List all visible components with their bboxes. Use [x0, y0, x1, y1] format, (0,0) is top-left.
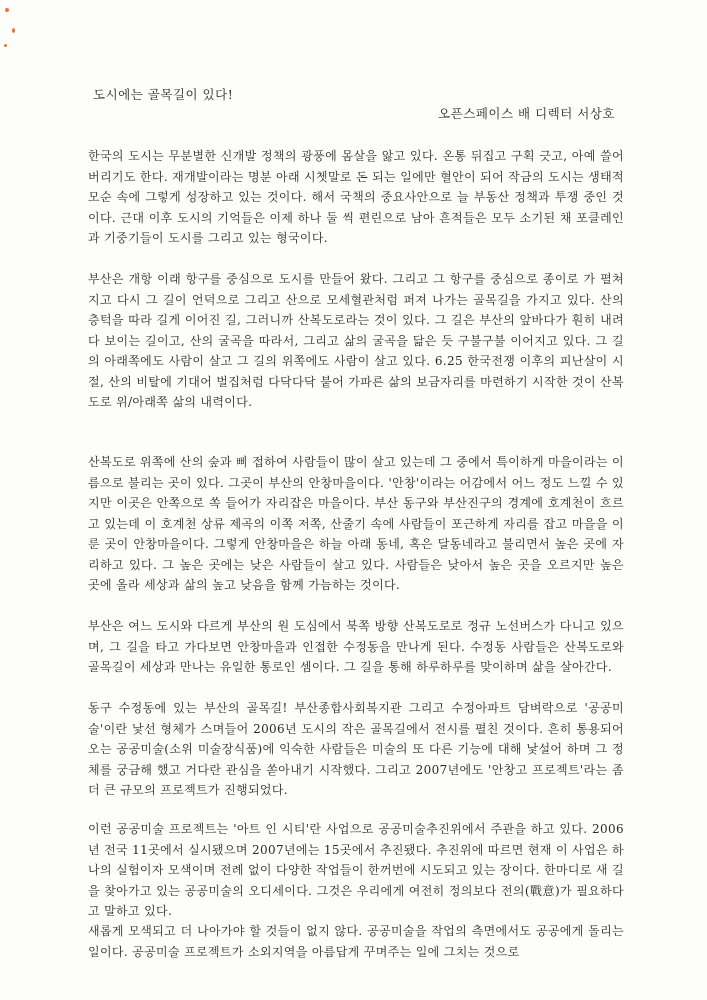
paragraph: 동구 수정동에 있는 부산의 골목길! 부산종합사회복지관 그리고 수정아파트 담벼락으로 '공공미술'이란 낯선 형체가 스며들어 2006년 도시의 작은 골목길에서 전시를 펼친 것이다. 흔히 통용되어 오는 공공미술(소위 미술장식품)에 익숙한 사람들은 미술의 또 다른 기능에 대해 낯설어 하며 그 정체를 궁금해 했고 거다란 관심을 쏟아내기 시작했다. 그리고 2007년에도 '안창고 프로젝트'라는 좀 더 큰 규모의 프로젝트가 진행되었다.	[88, 701, 624, 797]
paragraph: 새롭게 모색되고 더 나아가야 할 것들이 없지 않다. 공공미술을 작업의 측면에서도 공공에게 돌리는 일이다. 공공미술 프로젝트가 소외지역을 아름답게 꾸며주는 일에 그치는 것으로	[88, 924, 624, 959]
paragraph: 산복도로 위쪽에 산의 숲과 삐 접하여 사람들이 많이 살고 있는데 그 중에서 특이하게 마을이라는 이름으로 불리는 곳이 있다. 그곳이 부산의 안창마을이다. '안창'이라는 어감에서 어느 정도 느낄 수 있지만 이곳은 안쪽으로 쏙 들어가 자리잡은 마을이다. 부산 동구와 부산진구의 경계에 호계천이 흐르고 있는데 이 호계천 상류 제곡의 이쪽 저쪽, 산줄기 속에 사람들이 포근하게 자리를 잡고 마을을 이룬 곳이 안창마을이다. 그렇게 안창마을은 하늘 아래 동네, 혹은 달동네라고 불리면서 높은 곳에 자리하고 있다. 그 높은 곳에는 낮은 사람들이 살고 있다. 사람들은 낮아서 높은 곳을 오르지만 높은 곳에 올라 세상과 삶의 높고 낮음을 함께 가늠하는 것이다.	[88, 455, 624, 592]
scan-artifact-dot	[5, 8, 9, 12]
paragraph: 한국의 도시는 무분별한 신개발 정책의 광풍에 몸살을 앓고 있다. 온통 뒤집고 구획 긋고, 아예 쓸어버리기도 한다. 재개발이라는 명분 아래 시쳇말로 돈 되는 일에만 혈안이 되어 작금의 도시는 생태적 모순 속에 그렇게 성장하고 있는 것이다. 해서 국책의 중요사안으로 늘 부동산 정책과 투쟁 중인 것이다. 근대 이후 도시의 기억들은 이제 하나 둘 씩 편린으로 남아 흔적들은 모두 소기된 채 포클레인과 기중기들이 도시를 그리고 있는 형국이다.	[88, 149, 624, 245]
scan-artifact-dot	[12, 28, 15, 33]
paragraph: 이런 공공미술 프로젝트는 '아트 인 시티'란 사업으로 공공미술추진위에서 주관을 하고 있다. 2006년 전국 11곳에서 실시됐으며 2007년에는 15곳에서 추진됐다. 추진위에 따르면 현재 이 사업은 하나의 실험이자 모색이며 전례 없이 다양한 작업들이 한꺼번에 시도되고 있는 장이다. 한마디로 새 길을 찾아가고 있는 공공미술의 오디세이다. 그것은 우리에게 여전히 정의보다 전의(戰意)가 필요하다고 말하고 있다.	[88, 822, 624, 918]
author-byline: 오픈스페이스 배 디렉터 서상호	[438, 106, 615, 121]
paragraph: 부산은 개항 이래 항구를 중심으로 도시를 만들어 왔다. 그리고 그 항구를 중심으로 종이로 가 펼쳐지고 다시 그 길이 언덕으로 그리고 산으로 모세혈관처럼 퍼져 나가는 골목길을 가지고 있다. 산의 층턱을 따라 길게 이어진 길, 그러니까 산복도로라는 것이 있다. 그 길은 부산의 앞바다가 훤히 내려다 보이는 길이고, 산의 굴곡을 따라서, 그리고 삶의 굴곡을 닮은 듯 구불구불 이어지고 있다. 그 길의 아래쪽에도 사람이 살고 그 길의 위쪽에도 사람이 살고 있다. 6.25 한국전쟁 이후의 피난살이 시절, 산의 비탈에 기대어 벌집처럼 다닥다닥 붙어 가파른 삶의 보금자리를 마련하기 시작한 것이 산복도로 위/아래쪽 삶의 내력이다.	[88, 272, 624, 409]
scan-artifact-dot	[4, 44, 7, 47]
document-title: 도시에는 골목길이 있다!	[93, 87, 234, 102]
paragraph: 부산은 여느 도시와 다르게 부산의 원 도심에서 북쪽 방향 산복도로로 정규 노선버스가 다니고 있으며, 그 길을 타고 가다보면 안창마을과 인접한 수정동을 만나게 된다. 수정동 사람들은 산복도로와 골목길이 세상과 만나는 유일한 통로인 셈이다. 그 길을 통해 하루하루를 맞이하며 삶을 살아간다.	[88, 619, 624, 674]
document-body	[88, 146, 624, 962]
